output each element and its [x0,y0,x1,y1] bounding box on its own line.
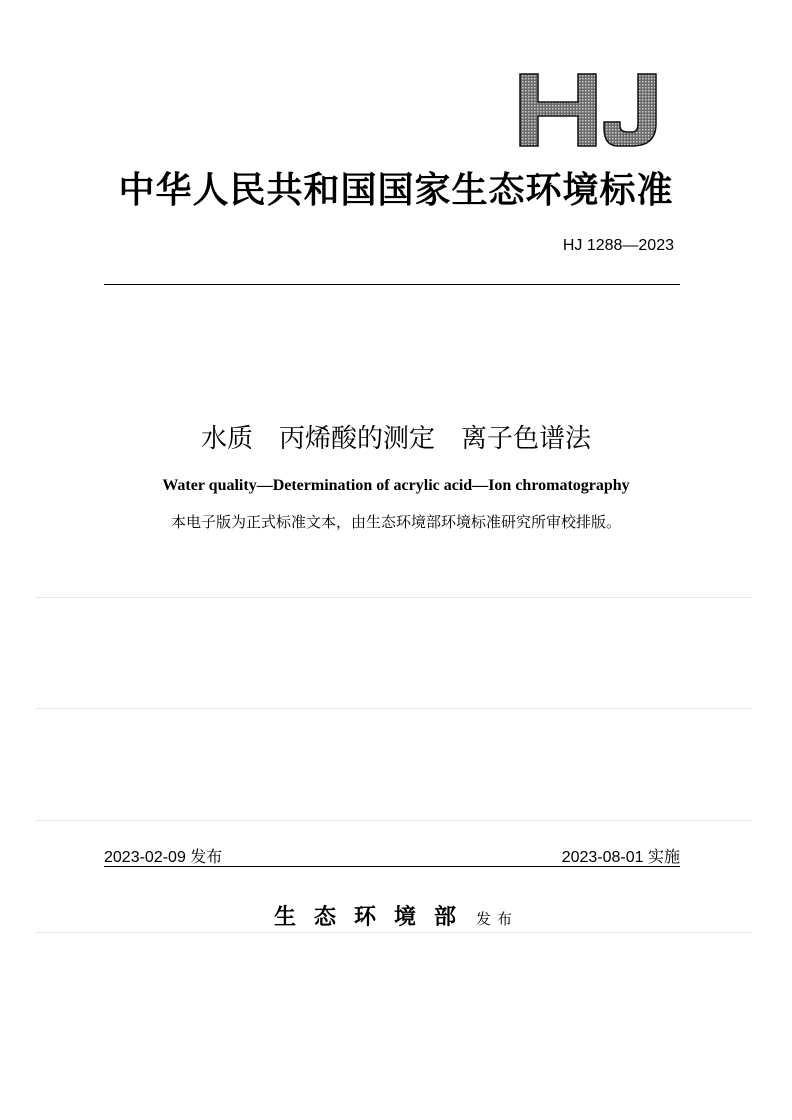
publisher-action: 发布 [476,910,519,928]
dotted-guide-line [36,932,752,933]
publisher-line [0,900,792,931]
publisher-name: 生态环境部 [273,904,474,930]
dotted-guide-line [36,597,752,598]
issue-date: 2023-02-09 发布 [104,849,223,866]
standard-number: HJ 1288—2023 [562,237,674,254]
standard-title-english: Water quality—Determination of acrylic acid—Ion chromatography [162,477,630,494]
dotted-guide-line [36,708,752,709]
dotted-guide-line [36,820,752,821]
issuing-authority-title: 中华人民共和国国家生态环境标准 [118,170,674,211]
footer-divider [104,866,680,867]
implementation-date: 2023-08-01 实施 [561,849,680,866]
header-divider [104,284,680,285]
hj-logo [516,72,666,148]
electronic-edition-note: 本电子版为正式标准文本，由生态环境部环境标准研究所审校排版。 [170,513,621,531]
standard-title-chinese: 水质 丙烯酸的测定 离子色谱法 [200,424,591,454]
